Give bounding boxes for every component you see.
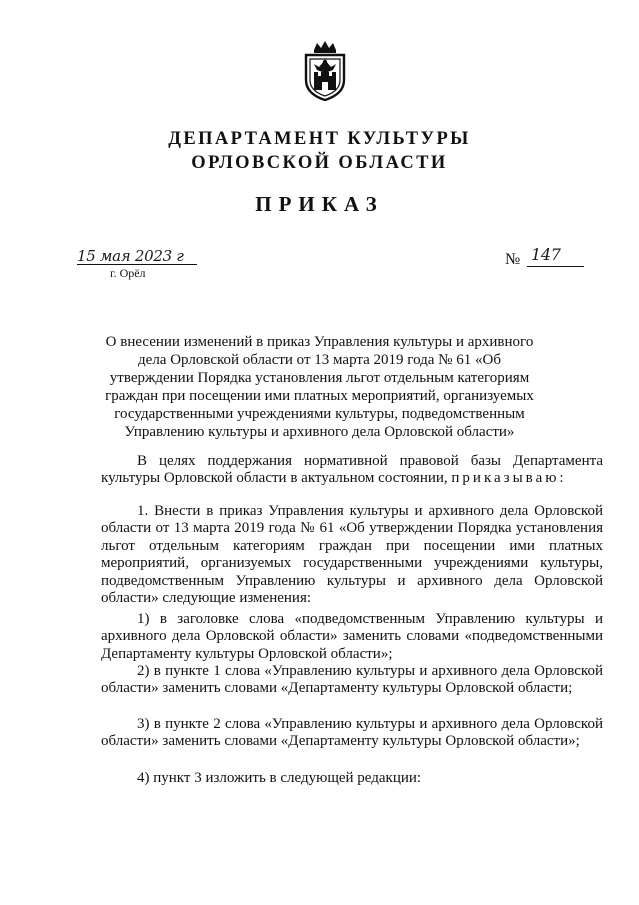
city-label: г. Орёл — [110, 266, 146, 280]
department-name-line2: ОРЛОВСКОЙ ОБЛАСТИ — [191, 153, 448, 173]
date-underline — [77, 264, 197, 265]
preamble-text: В целях поддержания нормативной правовой базы Департамента культуры Орловской области в актуальном состоянии, — [101, 453, 603, 487]
department-name-line1: ДЕПАРТАМЕНТ КУЛЬТУРЫ — [168, 129, 471, 149]
number-underline — [527, 266, 584, 267]
handwritten-number: 147 — [531, 245, 561, 264]
subitem-4-paragraph: 4) пункт 3 изложить в следующей редакции: — [137, 770, 422, 786]
handwritten-date: 15 мая 2023 г — [77, 247, 184, 265]
subitem-2-paragraph: 2) в пункте 1 слова «Управлению культуры и архивного дела Орловской области» заменить словами «Департаменту культуры Орловской области; — [101, 663, 603, 697]
number-label: № — [505, 251, 521, 268]
item-1-paragraph: 1. Внести в приказ Управления культуры и архивного дела Орловской области от 13 марта 2019 года № 61 «Об утверждении Порядка установления льгот отдельным категориям граждан при посещении ими платных мероприятий, организуемых государственными учреждениями культуры, подведомственным Управлению культуры и архивного дела Орловской области» следующие изменения: — [101, 503, 603, 607]
document-type: ПРИКАЗ — [255, 192, 384, 216]
document-title: О внесении изменений в приказ Управления культуры и архивного дела Орловской области от 13 марта 2019 года № 61 «Об утверждении Порядка установления льгот отдельным категориям граждан при посещении ими платных мероприятий, организуемых государственными учреждениями культуры, подведомственным Управлению культуры и архивного дела Орловской области» — [105, 334, 534, 440]
order-word: приказываю: — [451, 470, 567, 487]
coat-of-arms-icon — [302, 40, 348, 102]
preamble-paragraph — [101, 453, 603, 488]
subitem-1-paragraph: 1) в заголовке слова «подведомственным Управлению культуры и архивного дела Орловской области» заменить словами «подведомственными Департаменту культуры Орловской области»; — [101, 611, 603, 662]
subitem-3-paragraph: 3) в пункте 2 слова «Управлению культуры и архивного дела Орловской области» заменить словами «Департаменту культуры Орловской области»; — [101, 716, 603, 750]
